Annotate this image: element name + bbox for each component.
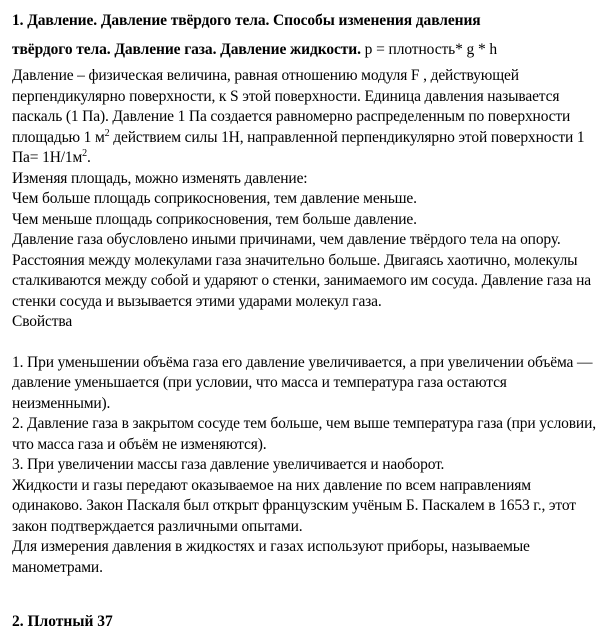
area-rule-1: Чем больше площадь соприкосновения, тем давление меньше.	[12, 190, 417, 207]
square-superscript-1: 2	[104, 127, 110, 139]
area-rule-2: Чем меньше площадь соприкосновения, тем больше давление.	[12, 210, 417, 228]
property-1: 1. При уменьшении объёма газа его давление увеличивается, а при увеличении объёма — давление уменьшается (при условии, что масса и температура газа остаются неизменными).	[12, 353, 593, 412]
heading-line-2: твёрдого тела. Давление газа. Давление жидкости.	[12, 41, 361, 58]
definition-text-1: Давление – физическая величина, равная отношению модуля F , действующей перпендикулярно поверхности, к S этой поверхности. Единица давления называется паскаль (1 Па). Давление 1 Па создается равномерно распределенным по поверхности площадью 1 м	[12, 67, 571, 146]
next-section-heading-cut: 2. Плотный 37	[12, 613, 113, 630]
properties-title: Свойства	[12, 313, 73, 330]
section-heading	[12, 0, 597, 64]
gas-pressure-reason: Давление газа обусловлено иными причинами, чем давление твёрдого тела на опору.	[12, 231, 561, 248]
area-intro: Изменяя площадь, можно изменять давление:	[12, 169, 308, 187]
property-2: 2. Давление газа в закрытом сосуде тем больше, чем выше температура газа (при условии, что масса газа и объём не изменяются).	[12, 415, 596, 453]
pascal-law: Жидкости и газы передают оказываемое на них давление по всем направлениям одинаково. Закон Паскаля был открыт французским учёным Б. Паскалем в 1653 г., этот закон подтверждается различными опытами.	[12, 476, 576, 535]
heading-line-1: 1. Давление. Давление твёрдого тела. Способы изменения давления	[12, 12, 481, 29]
pressure-definition	[12, 66, 597, 169]
definition-end: .	[87, 149, 91, 166]
document-page	[12, 0, 597, 578]
definition-text-2: действием силы 1Н, направленной перпендикулярно этой поверхности 1 Па= 1Н/1м	[12, 128, 585, 166]
pressure-formula: p = плотность* g * h	[364, 41, 498, 58]
manometers-note: Для измерения давления в жидкостях и газах используют приборы, называемые манометрами.	[12, 538, 530, 576]
square-superscript-2: 2	[82, 148, 88, 159]
property-3: 3. При увеличении массы газа давление увеличивается и наоборот.	[12, 456, 445, 473]
gas-molecules-paragraph: Расстояния между молекулами газа значительно больше. Двигаясь хаотично, молекулы сталкиваются между собой и ударяют о стенки, занимаемого им сосуда. Давление газа на стенки сосуда и вызывается этими ударами молекул газа.	[12, 251, 592, 310]
